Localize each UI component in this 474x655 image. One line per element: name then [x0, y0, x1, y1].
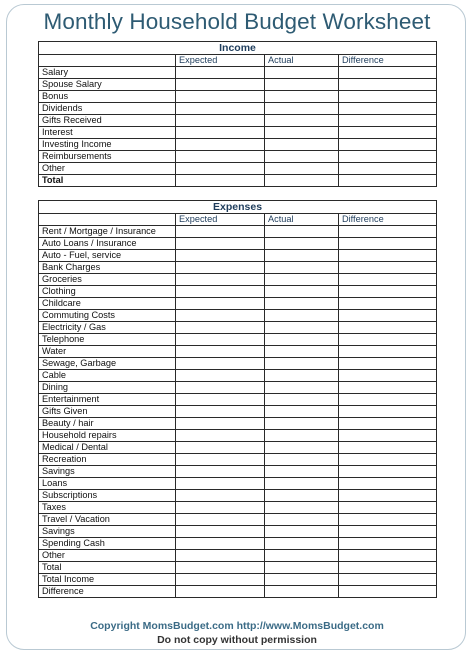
table-row [39, 490, 437, 502]
income-difference-cell[interactable] [339, 79, 437, 91]
expenses-actual-cell[interactable] [265, 286, 339, 298]
income-table [38, 41, 437, 187]
expenses-row-label: Water [39, 346, 176, 358]
expenses-actual-cell[interactable] [265, 442, 339, 454]
expenses-actual-cell[interactable] [265, 358, 339, 370]
expenses-actual-cell[interactable] [265, 262, 339, 274]
expenses-actual-cell[interactable] [265, 526, 339, 538]
table-row [39, 442, 437, 454]
table-row [39, 139, 437, 151]
expenses-expected-cell[interactable] [176, 442, 265, 454]
expenses-difference-cell[interactable] [339, 370, 437, 382]
table-row [39, 238, 437, 250]
expenses-row-label: Beauty / hair [39, 418, 176, 430]
income-expected-cell[interactable] [176, 115, 265, 127]
expenses-row-label: Sewage, Garbage [39, 358, 176, 370]
table-row [39, 334, 437, 346]
expenses-row-label: Household repairs [39, 430, 176, 442]
table-row [39, 370, 437, 382]
expenses-actual-cell[interactable] [265, 586, 339, 598]
expenses-difference-cell[interactable] [339, 346, 437, 358]
expenses-actual-cell[interactable] [265, 430, 339, 442]
expenses-difference-cell[interactable] [339, 442, 437, 454]
income-row-label: Salary [39, 67, 176, 79]
expenses-difference-cell[interactable] [339, 322, 437, 334]
income-difference-cell[interactable] [339, 175, 437, 187]
expenses-difference-cell[interactable] [339, 298, 437, 310]
income-difference-cell[interactable] [339, 163, 437, 175]
table-row [39, 322, 437, 334]
table-row [39, 550, 437, 562]
expenses-actual-cell[interactable] [265, 454, 339, 466]
expenses-actual-cell[interactable] [265, 238, 339, 250]
expenses-row-label: Auto Loans / Insurance [39, 238, 176, 250]
expenses-expected-cell[interactable] [176, 526, 265, 538]
expenses-expected-cell[interactable] [176, 226, 265, 238]
income-expected-cell[interactable] [176, 67, 265, 79]
table-row [39, 226, 437, 238]
page-title: Monthly Household Budget Worksheet [43, 9, 431, 34]
expenses-actual-cell[interactable] [265, 562, 339, 574]
expenses-actual-cell[interactable] [265, 538, 339, 550]
income-difference-cell[interactable] [339, 139, 437, 151]
income-column-header-difference: Difference [339, 55, 437, 67]
expenses-difference-cell[interactable] [339, 586, 437, 598]
expenses-actual-cell[interactable] [265, 274, 339, 286]
expenses-expected-cell[interactable] [176, 322, 265, 334]
expenses-expected-cell[interactable] [176, 502, 265, 514]
expenses-difference-cell[interactable] [339, 226, 437, 238]
expenses-expected-cell[interactable] [176, 250, 265, 262]
expenses-expected-cell[interactable] [176, 298, 265, 310]
table-row [39, 562, 437, 574]
expenses-difference-cell[interactable] [339, 262, 437, 274]
income-expected-cell[interactable] [176, 151, 265, 163]
table-row [39, 262, 437, 274]
income-expected-cell[interactable] [176, 163, 265, 175]
table-row [39, 103, 437, 115]
expenses-actual-cell[interactable] [265, 490, 339, 502]
income-row-label: Dividends [39, 103, 176, 115]
expenses-expected-cell[interactable] [176, 334, 265, 346]
expenses-expected-cell[interactable] [176, 466, 265, 478]
income-actual-cell[interactable] [265, 127, 339, 139]
table-row [39, 430, 437, 442]
income-actual-cell[interactable] [265, 79, 339, 91]
expenses-expected-cell[interactable] [176, 370, 265, 382]
expenses-actual-cell[interactable] [265, 514, 339, 526]
table-row [39, 382, 437, 394]
income-column-header-expected: Expected [176, 55, 265, 67]
income-row-label: Spouse Salary [39, 79, 176, 91]
expenses-expected-cell[interactable] [176, 346, 265, 358]
expenses-difference-cell[interactable] [339, 406, 437, 418]
income-difference-cell[interactable] [339, 67, 437, 79]
expenses-row-label: Entertainment [39, 394, 176, 406]
expenses-expected-cell[interactable] [176, 418, 265, 430]
expenses-row-label: Groceries [39, 274, 176, 286]
expenses-difference-cell[interactable] [339, 334, 437, 346]
expenses-row-label: Other [39, 550, 176, 562]
expenses-row-label: Telephone [39, 334, 176, 346]
table-row [39, 274, 437, 286]
income-expected-cell[interactable] [176, 91, 265, 103]
expenses-expected-cell[interactable] [176, 310, 265, 322]
table-row [39, 91, 437, 103]
expenses-difference-cell[interactable] [339, 286, 437, 298]
income-actual-cell[interactable] [265, 163, 339, 175]
expenses-expected-cell[interactable] [176, 538, 265, 550]
expenses-difference-cell[interactable] [339, 394, 437, 406]
expenses-difference-cell[interactable] [339, 466, 437, 478]
income-actual-cell[interactable] [265, 91, 339, 103]
income-row-label: Other [39, 163, 176, 175]
expenses-column-header-expected: Expected [176, 214, 265, 226]
income-expected-cell[interactable] [176, 175, 265, 187]
expenses-row-label: Gifts Given [39, 406, 176, 418]
income-actual-cell[interactable] [265, 67, 339, 79]
table-row [39, 526, 437, 538]
expenses-expected-cell[interactable] [176, 262, 265, 274]
expenses-column-header-difference: Difference [339, 214, 437, 226]
expenses-difference-cell[interactable] [339, 538, 437, 550]
expenses-header-blank [39, 214, 176, 226]
expenses-row-label: Subscriptions [39, 490, 176, 502]
income-expected-cell[interactable] [176, 103, 265, 115]
expenses-row-label: Medical / Dental [39, 442, 176, 454]
expenses-actual-cell[interactable] [265, 478, 339, 490]
expenses-difference-cell[interactable] [339, 310, 437, 322]
expenses-actual-cell[interactable] [265, 466, 339, 478]
expenses-actual-cell[interactable] [265, 406, 339, 418]
expenses-actual-cell[interactable] [265, 370, 339, 382]
expenses-actual-cell[interactable] [265, 574, 339, 586]
table-row [39, 406, 437, 418]
table-row [39, 538, 437, 550]
income-actual-cell[interactable] [265, 175, 339, 187]
table-row [39, 574, 437, 586]
income-row-label: Bonus [39, 91, 176, 103]
expenses-difference-cell[interactable] [339, 490, 437, 502]
table-row [39, 79, 437, 91]
income-row-label: Gifts Received [39, 115, 176, 127]
expenses-expected-cell[interactable] [176, 394, 265, 406]
expenses-expected-cell[interactable] [176, 406, 265, 418]
expenses-expected-cell[interactable] [176, 586, 265, 598]
table-row [39, 346, 437, 358]
expenses-row-label: Travel / Vacation [39, 514, 176, 526]
expenses-row-label: Rent / Mortgage / Insurance [39, 226, 176, 238]
expenses-expected-cell[interactable] [176, 274, 265, 286]
table-row [39, 454, 437, 466]
expenses-difference-cell[interactable] [339, 514, 437, 526]
expenses-row-label: Savings [39, 466, 176, 478]
expenses-difference-cell[interactable] [339, 418, 437, 430]
expenses-difference-cell[interactable] [339, 478, 437, 490]
table-row [39, 478, 437, 490]
table-row [39, 286, 437, 298]
expenses-row-label: Recreation [39, 454, 176, 466]
expenses-actual-cell[interactable] [265, 250, 339, 262]
expenses-difference-cell[interactable] [339, 454, 437, 466]
expenses-row-label: Dining [39, 382, 176, 394]
expenses-difference-cell[interactable] [339, 382, 437, 394]
expenses-actual-cell[interactable] [265, 226, 339, 238]
income-section-heading: Income [39, 42, 437, 55]
income-difference-cell[interactable] [339, 127, 437, 139]
expenses-actual-cell[interactable] [265, 334, 339, 346]
expenses-difference-cell[interactable] [339, 526, 437, 538]
expenses-table [38, 200, 437, 598]
expenses-difference-cell[interactable] [339, 562, 437, 574]
expenses-actual-cell[interactable] [265, 310, 339, 322]
income-difference-cell[interactable] [339, 115, 437, 127]
expenses-row-label: Loans [39, 478, 176, 490]
table-row [39, 67, 437, 79]
expenses-expected-cell[interactable] [176, 574, 265, 586]
expenses-difference-cell[interactable] [339, 430, 437, 442]
expenses-expected-cell[interactable] [176, 550, 265, 562]
income-expected-cell[interactable] [176, 79, 265, 91]
income-header-blank [39, 55, 176, 67]
table-row [39, 418, 437, 430]
expenses-expected-cell[interactable] [176, 430, 265, 442]
expenses-expected-cell[interactable] [176, 358, 265, 370]
expenses-actual-cell[interactable] [265, 418, 339, 430]
income-actual-cell[interactable] [265, 151, 339, 163]
expenses-section-heading: Expenses [39, 201, 437, 214]
expenses-actual-cell[interactable] [265, 298, 339, 310]
expenses-expected-cell[interactable] [176, 478, 265, 490]
table-row [39, 502, 437, 514]
expenses-row-label: Difference [39, 586, 176, 598]
expenses-actual-cell[interactable] [265, 346, 339, 358]
income-row-label: Interest [39, 127, 176, 139]
table-row [39, 163, 437, 175]
expenses-row-label: Auto - Fuel, service [39, 250, 176, 262]
expenses-row-label: Taxes [39, 502, 176, 514]
expenses-actual-cell[interactable] [265, 382, 339, 394]
expenses-difference-cell[interactable] [339, 238, 437, 250]
expenses-difference-cell[interactable] [339, 574, 437, 586]
income-row-label: Reimbursements [39, 151, 176, 163]
expenses-row-label: Savings [39, 526, 176, 538]
table-row [39, 310, 437, 322]
table-row [39, 466, 437, 478]
expenses-row-label: Childcare [39, 298, 176, 310]
expenses-actual-cell[interactable] [265, 394, 339, 406]
expenses-row-label: Total Income [39, 574, 176, 586]
income-row-label: Investing Income [39, 139, 176, 151]
expenses-difference-cell[interactable] [339, 250, 437, 262]
expenses-row-label: Commuting Costs [39, 310, 176, 322]
income-expected-cell[interactable] [176, 127, 265, 139]
expenses-actual-cell[interactable] [265, 502, 339, 514]
income-actual-cell[interactable] [265, 103, 339, 115]
table-row [39, 514, 437, 526]
expenses-row-label: Clothing [39, 286, 176, 298]
income-column-header-actual: Actual [265, 55, 339, 67]
expenses-actual-cell[interactable] [265, 322, 339, 334]
expenses-difference-cell[interactable] [339, 502, 437, 514]
income-actual-cell[interactable] [265, 115, 339, 127]
expenses-column-header-actual: Actual [265, 214, 339, 226]
table-row [39, 250, 437, 262]
income-difference-cell[interactable] [339, 151, 437, 163]
table-row [39, 586, 437, 598]
table-row [39, 175, 437, 187]
expenses-expected-cell[interactable] [176, 514, 265, 526]
expenses-difference-cell[interactable] [339, 274, 437, 286]
expenses-row-label: Cable [39, 370, 176, 382]
income-difference-cell[interactable] [339, 103, 437, 115]
copyright-line: Copyright MomsBudget.com http://www.MomsBudget.com [90, 620, 384, 632]
table-row [39, 151, 437, 163]
expenses-expected-cell[interactable] [176, 382, 265, 394]
expenses-row-label: Total [39, 562, 176, 574]
expenses-expected-cell[interactable] [176, 490, 265, 502]
income-expected-cell[interactable] [176, 139, 265, 151]
table-row [39, 358, 437, 370]
expenses-row-label: Bank Charges [39, 262, 176, 274]
expenses-expected-cell[interactable] [176, 238, 265, 250]
expenses-difference-cell[interactable] [339, 550, 437, 562]
table-row [39, 298, 437, 310]
expenses-expected-cell[interactable] [176, 286, 265, 298]
income-actual-cell[interactable] [265, 139, 339, 151]
expenses-row-label: Spending Cash [39, 538, 176, 550]
income-difference-cell[interactable] [339, 91, 437, 103]
permission-notice: Do not copy without permission [157, 634, 317, 646]
expenses-row-label: Electricity / Gas [39, 322, 176, 334]
expenses-expected-cell[interactable] [176, 562, 265, 574]
table-row [39, 127, 437, 139]
expenses-expected-cell[interactable] [176, 454, 265, 466]
table-row [39, 394, 437, 406]
income-row-label: Total [39, 175, 176, 187]
expenses-difference-cell[interactable] [339, 358, 437, 370]
expenses-actual-cell[interactable] [265, 550, 339, 562]
table-row [39, 115, 437, 127]
